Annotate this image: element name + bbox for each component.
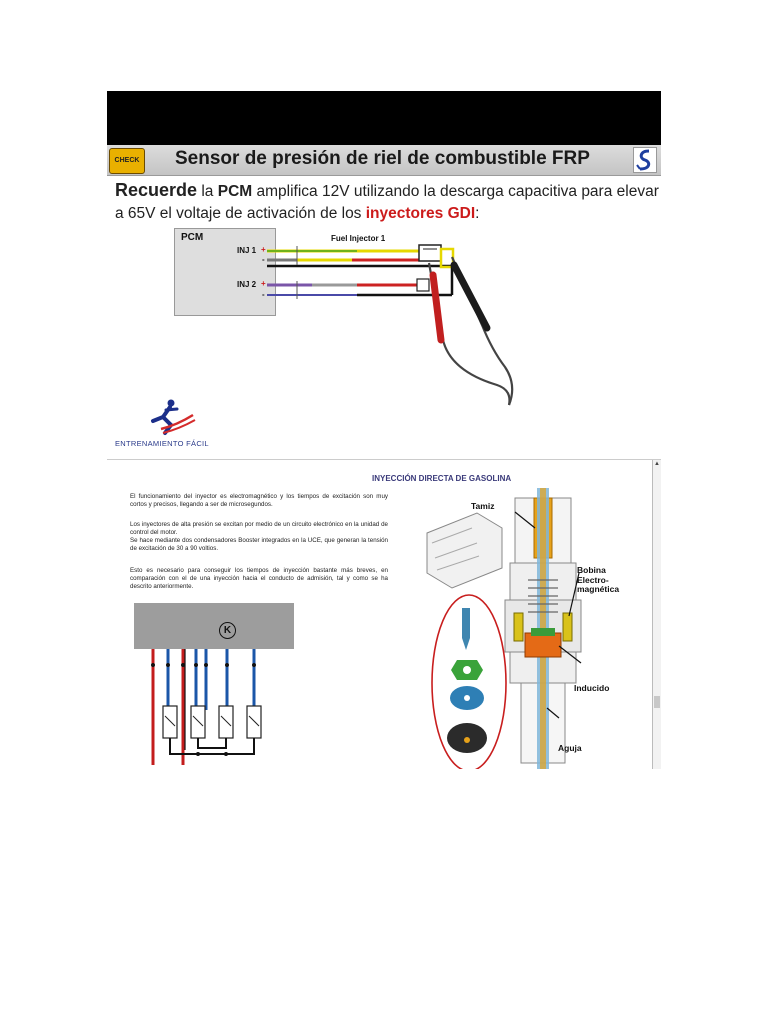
injector1-symbol: [419, 245, 441, 261]
injectors-gdi-word: inyectores GDI: [365, 205, 476, 222]
injector-symbol-1: [163, 706, 177, 738]
paragraph-2: Los inyectores de alta presión se excitan por medio de un circuito electrónico en la unidad de control del motor. Se hace mediante dos condensadores Booster integrados en la UCE, que generan la tensión de excitación de 30 a 90 voltios.: [130, 521, 388, 552]
inj2-plus: +: [261, 279, 266, 288]
black-header-bar: [107, 91, 661, 145]
brand-name: ENTRENAMIENTO FÁCIL: [115, 439, 209, 448]
remember-la: la: [197, 183, 218, 200]
ecu-k-symbol: K: [219, 622, 236, 639]
remember-middle: amplifica 12V utilizando la descarga capacitiva para elevar a 65V el voltaje de activación de los: [115, 183, 659, 222]
remember-colon: :: [475, 205, 480, 222]
slide2-title: INYECCIÓN DIRECTA DE GASOLINA: [372, 474, 512, 483]
injector-symbol-2: [191, 706, 205, 738]
paragraph-3: Esto es necesario para conseguir los tiempos de inyección bastante más breves, en comparación con el de una inyección hacia el conducto de admisión, tal y como se ha descrito anteriormente.: [130, 567, 388, 590]
scroll-thumb[interactable]: [654, 696, 660, 708]
label-aguja: Aguja: [558, 743, 582, 753]
fuel-injector-label: Fuel Injector 1: [331, 234, 386, 243]
runner-logo-icon: [141, 399, 197, 442]
inj1-label: INJ 1: [237, 246, 257, 255]
injector2-symbol: [417, 279, 429, 291]
vertical-scrollbar[interactable]: [652, 460, 661, 769]
inj2-minus: -: [262, 290, 265, 299]
slide-frp-sensor: [107, 145, 661, 453]
remember-word: Recuerde: [115, 180, 198, 200]
paragraph-1: El funcionamiento del inyector es electromagnético y los tiempos de excitación son muy cortos y precisos, llegando a ser de microsegundos.: [130, 493, 388, 508]
slide-gdi-injection: [107, 459, 661, 769]
inj1-minus: -: [262, 255, 265, 264]
pcm-label: PCM: [181, 232, 204, 243]
injector-symbol-4: [247, 706, 261, 738]
injector-symbol-3: [219, 706, 233, 738]
label-inducido: Inducido: [574, 683, 610, 693]
inj1-plus: +: [261, 245, 266, 254]
slide-title: Sensor de presión de riel de combustible FRP: [175, 148, 590, 169]
pcm-word: PCM: [217, 183, 253, 200]
injector-cutaway: [407, 488, 627, 769]
black-probe-icon: [454, 265, 487, 328]
red-probe-icon: [433, 275, 441, 340]
check-engine-icon: CHECK: [109, 148, 145, 174]
label-tamiz: Tamiz: [471, 501, 495, 511]
label-bobina: Bobina Electro- magnética: [577, 565, 620, 594]
scroll-up-arrow-icon[interactable]: ▲: [654, 461, 660, 467]
inj2-label: INJ 2: [237, 280, 257, 289]
